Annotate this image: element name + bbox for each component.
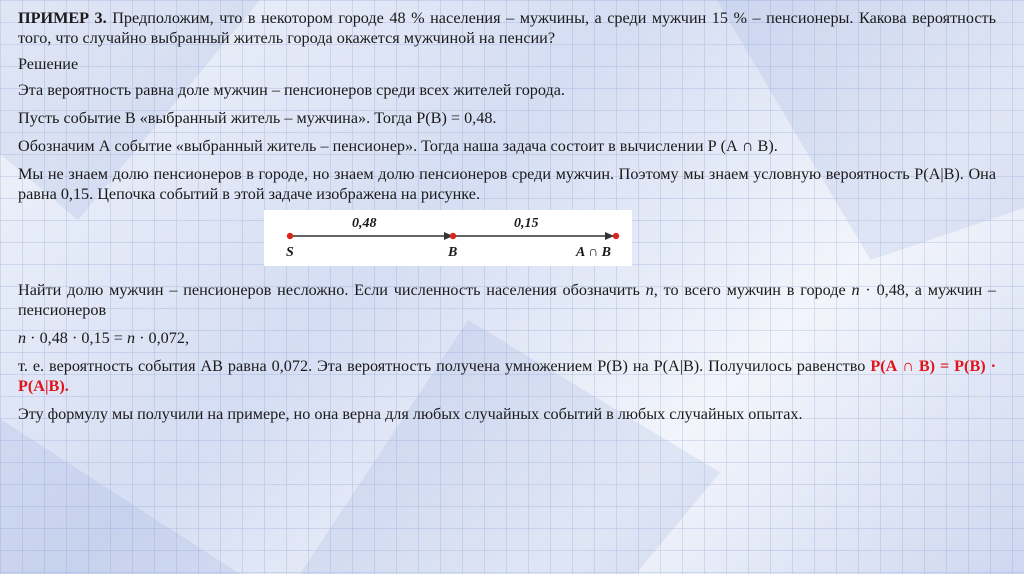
paragraph-5 bbox=[18, 280, 996, 320]
node-label-b: B bbox=[448, 245, 458, 260]
paragraph-4: Мы не знаем долю пенсионеров в городе, но знаем долю пенсионеров среди мужчин. Поэтому мы знаем условную вероятность Р(А|В). Она равна 0,15. Цепочка событий в этой задаче изображена на рисунке. bbox=[18, 165, 996, 203]
paragraph-3: Обозначим А событие «выбранный житель – пенсионер». Тогда наша задача состоит в вычислении Р (А ∩ В). bbox=[18, 137, 778, 155]
example-text: Предположим, что в некотором городе 48 % населения – мужчины, а среди мужчин 15 % – пенсионеры. Какова вероятность того, что случайно выбранный житель города окажется мужчиной на пенсии? bbox=[18, 9, 996, 47]
arrowhead-to-ab bbox=[605, 232, 614, 240]
formula-text-1: · 0,48 · 0,15 = bbox=[26, 329, 127, 347]
p5-text-2: , то всего мужчин в городе bbox=[653, 281, 852, 299]
example-paragraph bbox=[18, 8, 996, 48]
node-label-ab: A ∩ B bbox=[576, 245, 611, 260]
formula-line bbox=[18, 328, 996, 348]
node-ab bbox=[613, 233, 619, 239]
p5-var-n: n bbox=[645, 281, 654, 299]
slide-content bbox=[18, 8, 996, 432]
node-b bbox=[450, 233, 456, 239]
edge-label-2: 0,15 bbox=[514, 216, 539, 231]
event-chain-diagram bbox=[264, 210, 632, 266]
p5-text-1: Найти долю мужчин – пенсионеров несложно. Если численность населения обозначить bbox=[18, 281, 646, 299]
example-heading: ПРИМЕР 3. bbox=[18, 9, 107, 27]
p5-text-3: · 0,48, а мужчин – пенсионеров bbox=[18, 281, 997, 319]
edge-label-1: 0,48 bbox=[352, 216, 377, 231]
paragraph-2: Пусть событие В «выбранный житель – мужчина». Тогда Р(В) = 0,48. bbox=[18, 109, 497, 127]
formula-text-2: · 0,072, bbox=[135, 329, 189, 347]
formula-var-n: n bbox=[18, 329, 27, 347]
paragraph-7: Эту формулу мы получили на примере, но она верна для любых случайных событий в любых случайных опытах. bbox=[18, 405, 803, 423]
node-label-s: S bbox=[286, 245, 294, 260]
p5-var-n: n bbox=[851, 281, 860, 299]
p6-text: т. е. вероятность события АВ равна 0,072. Эта вероятность получена умножением Р(В) на Р(А|В). Получилось равенство bbox=[18, 357, 871, 375]
formula-var-n: n bbox=[126, 329, 136, 347]
paragraph-6 bbox=[18, 356, 996, 396]
solution-label: Решение bbox=[18, 55, 79, 73]
paragraph-1: Эта вероятность равна доле мужчин – пенсионеров среди всех жителей города. bbox=[18, 81, 565, 99]
multiplication-rule-formula: Р(А ∩ В) = Р(В) · Р(А|В). bbox=[18, 357, 996, 395]
node-s bbox=[287, 233, 293, 239]
